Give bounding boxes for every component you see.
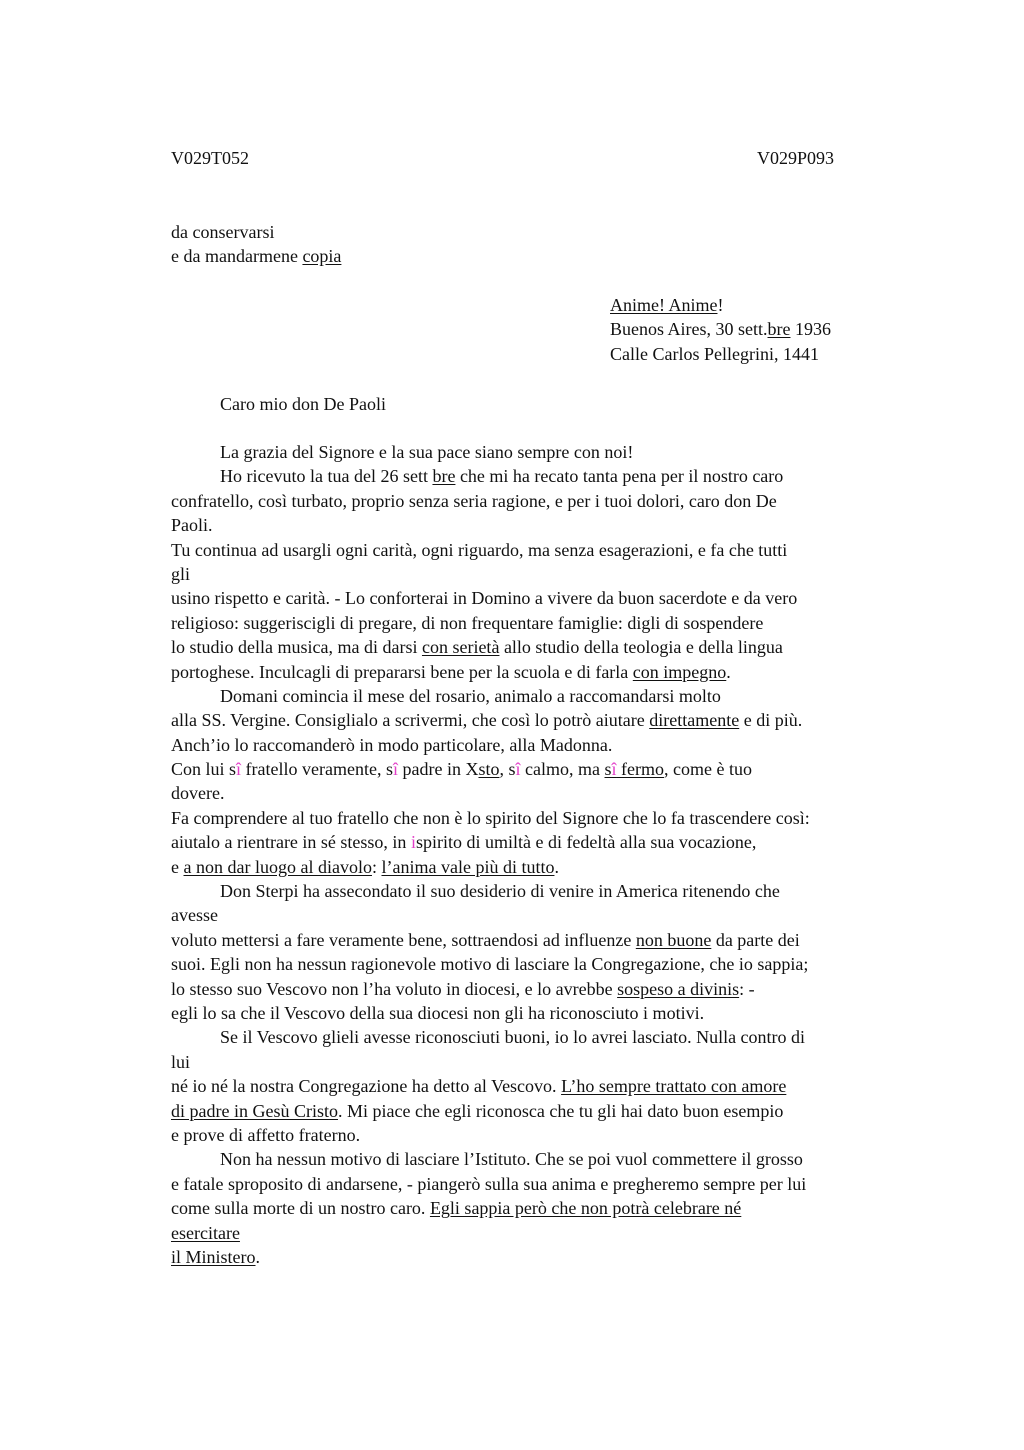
note-line: e da mandarmene copia <box>171 246 342 267</box>
letter-line: Fa comprendere al tuo fratello che non è lo spirito del Signore che lo fa trascendere così: <box>171 807 810 828</box>
letter-line: di padre in Gesù Cristo. Mi piace che egli riconosca che tu gli hai dato buon esempio <box>171 1100 784 1121</box>
letter-line: il Ministero. <box>171 1246 260 1267</box>
motto-line: Anime! Anime! <box>610 295 724 315</box>
letter-line: egli lo sa che il Vescovo della sua diocesi non gli ha riconosciuto i motivi. <box>171 1002 705 1023</box>
letter-line: voluto mettersi a fare veramente bene, sottraendosi ad influenze non buone da parte dei <box>171 929 800 950</box>
letter-line: e a non dar luogo al diavolo: l’anima vale più di tutto. <box>171 856 559 877</box>
document-code-left: V029T052 <box>171 148 249 168</box>
letter-line: lo studio della musica, ma di darsi con serietà allo studio della teologia e della lingua <box>171 637 783 658</box>
letter-line: né io né la nostra Congregazione ha detto al Vescovo. L’ho sempre trattato con amore <box>171 1076 787 1097</box>
document-code-right: V029P093 <box>757 148 835 168</box>
letter-line: lui <box>171 1051 191 1072</box>
letter-line: aiutalo a rientrare in sé stesso, in ispirito di umiltà e di fedeltà alla sua vocazione, <box>171 832 757 853</box>
letter-line: Don Sterpi ha assecondato il suo desiderio di venire in America ritenendo che <box>220 881 780 902</box>
note-line: da conservarsi <box>171 222 275 242</box>
letter-line: Non ha nessun motivo di lasciare l’Istituto. Che se poi vuol commettere il grosso <box>220 1149 803 1170</box>
letter-line: usino rispetto e carità. - Lo conforterai in Domino a vivere da buon sacerdote e da vero <box>171 588 798 609</box>
letter-body <box>171 440 810 1269</box>
letter-line: alla SS. Vergine. Consiglialo a scrivermi, che così lo potrò aiutare direttamente e di più. <box>171 710 803 731</box>
letter-line: e prove di affetto fraterno. <box>171 1124 361 1145</box>
letter-line: come sulla morte di un nostro caro. Egli sappia però che non potrà celebrare né <box>171 1198 742 1219</box>
salutation: Caro mio don De Paoli <box>220 394 386 414</box>
letter-line: Paoli. <box>171 515 213 536</box>
letter-line: La grazia del Signore e la sua pace siano sempre con noi! <box>220 442 634 462</box>
letter-line: Ho ricevuto la tua del 26 sett bre che mi ha recato tanta pena per il nostro caro <box>220 466 784 487</box>
letter-line: Anch’io lo raccomanderò in modo particolare, alla Madonna. <box>171 734 613 755</box>
letter-line: suoi. Egli non ha nessun ragionevole motivo di lasciare la Congregazione, che io sappia; <box>171 954 809 975</box>
street-line: Calle Carlos Pellegrini, 1441 <box>610 343 819 364</box>
letter-line: Se il Vescovo glieli avesse riconosciuti buoni, io lo avrei lasciato. Nulla contro di <box>220 1027 806 1048</box>
letter-line: avesse <box>171 905 218 926</box>
archive-note <box>171 220 341 269</box>
letter-line: dovere. <box>171 783 225 804</box>
letter-line: portoghese. Inculcagli di prepararsi bene per la scuola e di farla con impegno. <box>171 661 731 682</box>
letter-line: Domani comincia il mese del rosario, animalo a raccomandarsi molto <box>220 685 721 706</box>
letter-line: esercitare <box>171 1222 240 1243</box>
letter-line: religioso: suggeriscigli di pregare, di non frequentare famiglie: digli di sospendere <box>171 612 764 633</box>
letter-line: e fatale sproposito di andarsene, - piangerò sulla sua anima e pregheremo sempre per lui <box>171 1173 807 1194</box>
letter-line: lo stesso suo Vescovo non l’ha voluto in diocesi, e lo avrebbe sospeso a divinis: - <box>171 978 755 999</box>
letter-line: gli <box>171 563 191 584</box>
sender-address <box>610 293 831 366</box>
letter-line: Tu continua ad usargli ogni carità, ogni riguardo, ma senza esagerazioni, e fa che tutti <box>171 539 788 560</box>
letter-line: Con lui sî fratello veramente, sî padre in Xsto, sî calmo, ma sî fermo, come è tuo <box>171 759 752 780</box>
date-line: Buenos Aires, 30 sett.bre 1936 <box>610 319 831 340</box>
letter-line: confratello, così turbato, proprio senza seria ragione, e per i tuoi dolori, caro don De <box>171 490 777 511</box>
